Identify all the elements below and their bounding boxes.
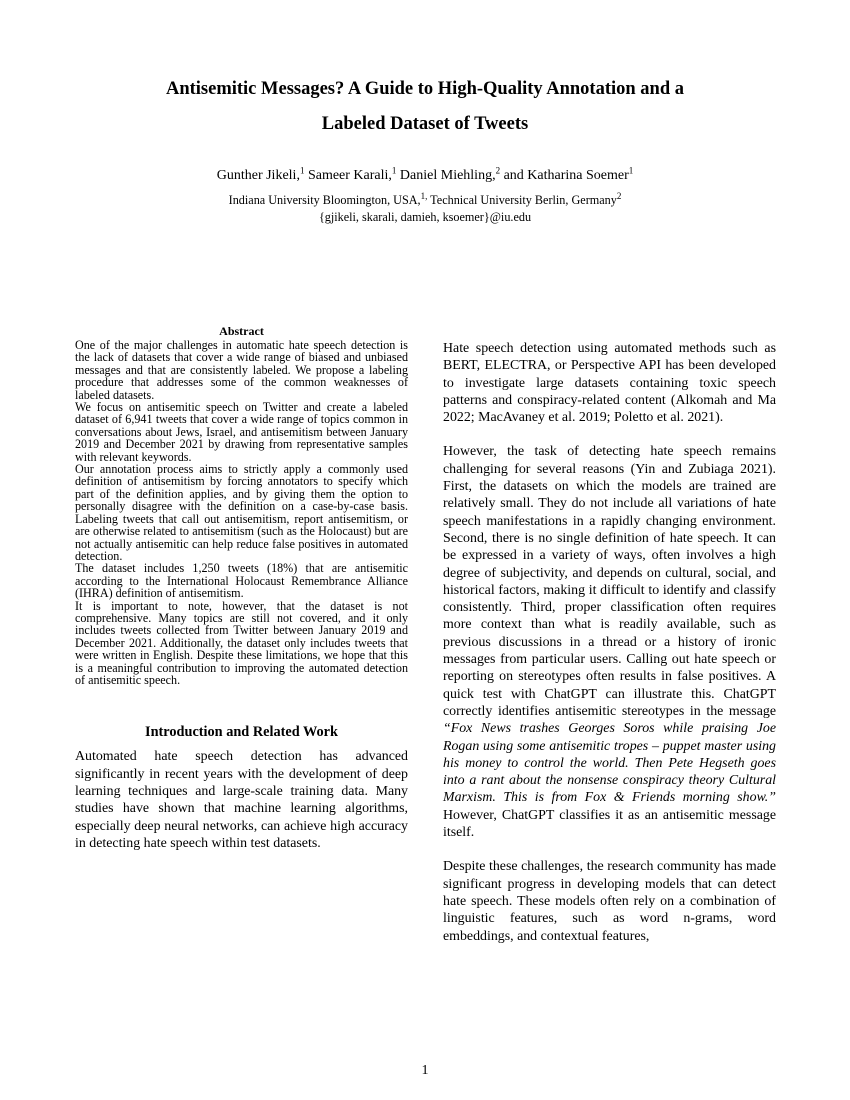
intro-heading: Introduction and Related Work [145, 724, 338, 741]
author-affiliation-mark: 1 [628, 165, 634, 176]
affiliation-2: Technical University Berlin, Germany [427, 193, 617, 207]
affiliation-mark-2: 2 [616, 190, 622, 201]
body-paragraph-with-quote [443, 443, 776, 841]
author-name: Daniel Miehling, [396, 168, 496, 183]
author-name: Sameer Karali, [304, 168, 392, 183]
body-paragraph: Hate speech detection using automated methods such as BERT, ELECTRA, or Perspective API has been developed to investigate large datasets containing toxic speech patterns and conspiracy-related content (Alkomah and Ma 2022; MacAvaney et al. 2019; Poletto et al. 2021). [443, 341, 776, 426]
title-line-1: Antisemitic Messages? A Guide to High-Quality Annotation and a [165, 79, 685, 99]
affiliations [60, 192, 790, 208]
quoted-message: “Fox News trashes Georges Soros while praising Joe Rogan using some antisemitic tropes – puppet master using his money to control the world. Then Pete Hegseth goes into a rant about the nonsense conspiracy theory Cultural Marxism. This is from Fox & Friends morning show.” [443, 721, 776, 806]
intro-paragraph: Automated hate speech detection has advanced significantly in recent years with the development of deep learning techniques and large-scale training data. Many studies have shown that machine learning algorithms, especially deep neural networks, can achieve high accuracy in detecting hate speech within test datasets. [75, 749, 408, 851]
author-affiliation-mark: 2 [495, 165, 501, 176]
title-line-2: Labeled Dataset of Tweets [321, 114, 529, 134]
right-column [443, 340, 776, 962]
body-text-segment: However, ChatGPT classifies it as an antisemitic message itself. [443, 807, 776, 841]
left-column [75, 323, 408, 852]
abstract-paragraph: One of the major challenges in automatic hate speech detection is the lack of datasets that cover a wide range of biased and unbiased messages and that are consistently labeled. We propose a labeling procedure that addresses some of the common weaknesses of labeled datasets. [75, 338, 408, 402]
abstract-paragraph: It is important to note, however, that the dataset is not comprehensive. Many topics are still not covered, and it only includes tweets collected from Twitter between January 2019 and December 2021. Additionally, the dataset only includes tweets that were written in English. Despite these limitations, we hope that this is a meaningful contribution to improving the automated detection of antisemitic speech. [75, 598, 408, 687]
abstract-paragraph: Our annotation process aims to strictly apply a commonly used definition of antisemitism by forcing annotators to specify which part of the definition applies, and by giving them the option to personally disagree with the definition on a case-by-case basis. Labeling tweets that call out antisemitism, report antisemitism, or are otherwise related to antisemitism (such as the Holocaust) but are not actually antisemitic can help reduce false positives in automated detection. [75, 462, 408, 563]
abstract-paragraph: We focus on antisemitic speech on Twitter and create a labeled dataset of 6,941 tweets that cover a wide range of topics common in conversations about Jews, Israel, and antisemitism between January 2019 and December 2021 by drawing from representative samples with relevant keywords. [75, 400, 408, 464]
affiliation-mark-1: 1, [420, 190, 428, 201]
abstract-heading: Abstract [219, 324, 264, 338]
body-text-segment: However, the task of detecting hate speech remains challenging for several reasons (Yin and Zubiaga 2021). First, the datasets on which the models are trained are relatively small. They do not include all variations of hate speech manifestations in a rapidly changing environment. Second, there is no single definition of hate speech. It can be expressed in a variety of ways, often involves a high degree of subjectivity, and depends on cultural, social, and historical factors, making it difficult to identify and classify consistently. Third, proper classification often requires more context than what is readily available, such as previous discussions in a thread or a history of ironic messages from particular users. Calling out hate speech or reporting on stereotypes often results in false positives. A quick test with ChatGPT can illustrate this. ChatGPT correctly identifies antisemitic stereotypes in the message [443, 444, 776, 719]
affiliation-1: Indiana University Bloomington, USA, [228, 193, 421, 207]
page-number: 1 [421, 1063, 429, 1078]
abstract-paragraph: The dataset includes 1,250 tweets (18%) that are antisemitic according to the International Holocaust Remembrance Alliance (IHRA) definition of antisemitism. [75, 561, 408, 601]
author-affiliation-mark: 1 [299, 165, 305, 176]
author-name: and Katharina Soemer [500, 168, 629, 183]
abstract-section [75, 323, 408, 686]
author-list [60, 166, 790, 186]
author-affiliation-mark: 1 [391, 165, 397, 176]
author-name: Gunther Jikeli, [216, 168, 300, 183]
body-paragraph: Despite these challenges, the research community has made significant progress in developing models that can detect hate speech. These models often rely on a combination of linguistic features, such as word n-grams, word embeddings, and contextual features, [443, 859, 776, 944]
paper-title [60, 72, 790, 142]
author-emails: {gjikeli, skarali, damieh, ksoemer}@iu.edu [318, 210, 532, 224]
